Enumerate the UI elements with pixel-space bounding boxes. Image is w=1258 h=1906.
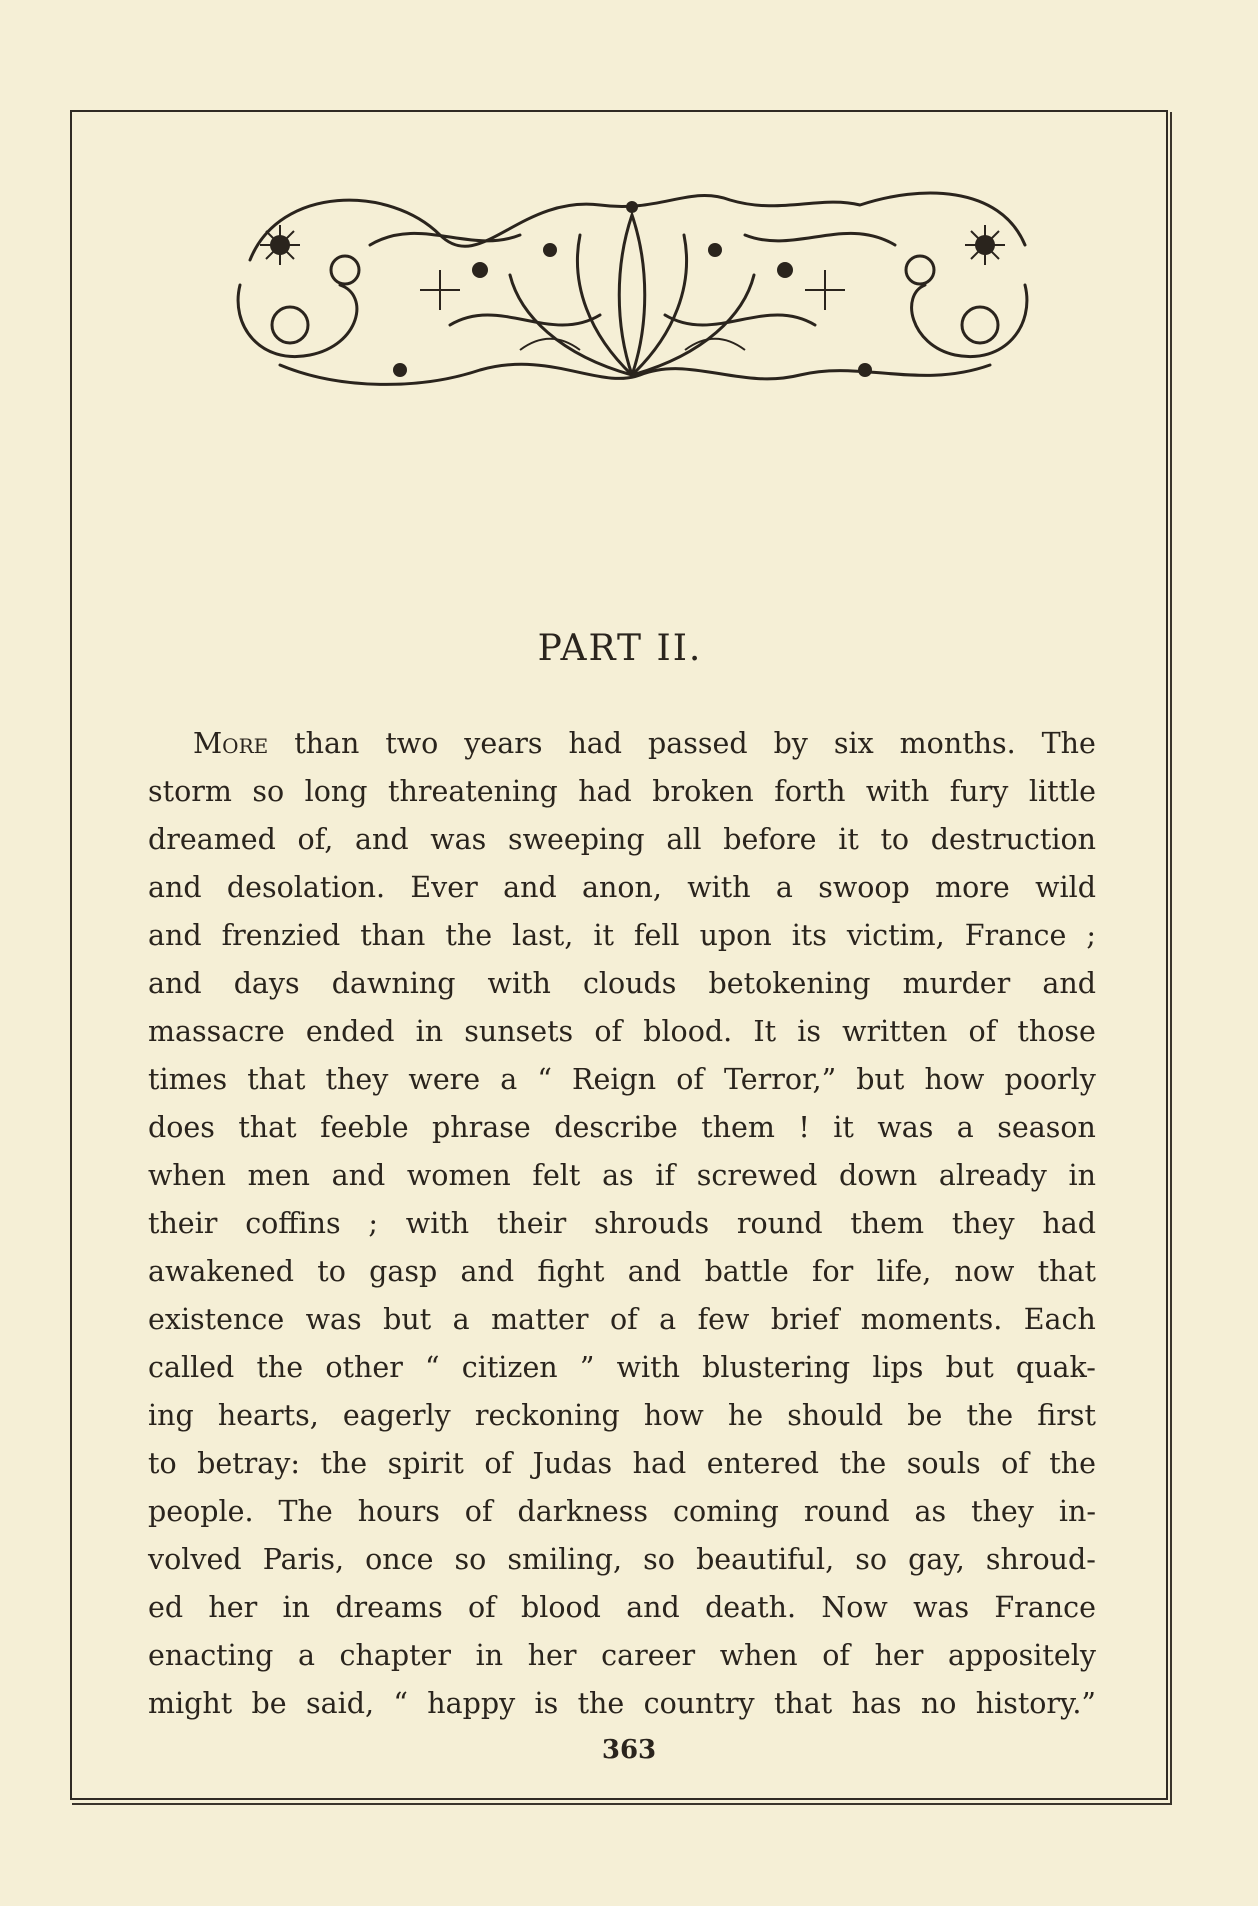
text-line: existence was but a matter of a few brief moments. Each	[148, 1303, 1096, 1336]
text-line: storm so long threatening had broken forth with fury little	[148, 775, 1096, 808]
text-line: and frenzied than the last, it fell upon its victim, France ;	[148, 919, 1096, 952]
page-border-right-edge	[1170, 112, 1172, 1805]
text-line: enacting a chapter in her career when of her appositely	[148, 1639, 1096, 1672]
text-line: ing hearts, eagerly reckoning how he should be the first	[148, 1399, 1096, 1432]
text-line: More than two years had passed by six months. The	[193, 727, 1096, 760]
text-line: massacre ended in sunsets of blood. It is written of those	[148, 1015, 1096, 1048]
text-line: awakened to gasp and fight and battle for life, now that	[148, 1255, 1096, 1288]
text-line: dreamed of, and was sweeping all before it to destruction	[148, 823, 1096, 856]
text-line: and desolation. Ever and anon, with a swoop more wild	[148, 871, 1096, 904]
text-line: might be said, “ happy is the country that has no history.”	[148, 1687, 1096, 1720]
text-line: times that they were a “ Reign of Terror,” but how poorly	[148, 1063, 1096, 1096]
floral-headpiece-ornament	[220, 175, 1045, 410]
text-line: called the other “ citizen ” with blustering lips but quak-	[148, 1351, 1096, 1384]
text-line: ed her in dreams of blood and death. Now was France	[148, 1591, 1096, 1624]
text-line: does that feeble phrase describe them ! it was a season	[148, 1111, 1096, 1144]
text-line: people. The hours of darkness coming round as they in-	[148, 1495, 1096, 1528]
text-line: when men and women felt as if screwed down already in	[148, 1159, 1096, 1192]
page-number: 363	[601, 1735, 657, 1765]
part-heading: PART II.	[537, 628, 703, 669]
text-line: and days dawning with clouds betokening murder and	[148, 967, 1096, 1000]
text-line: volved Paris, once so smiling, so beautiful, so gay, shroud-	[148, 1543, 1096, 1576]
page-border-bottom-edge	[72, 1803, 1170, 1805]
text-line: to betray: the spirit of Judas had entered the souls of the	[148, 1447, 1096, 1480]
body-paragraph	[148, 720, 1096, 1728]
text-line: their coffins ; with their shrouds round them they had	[148, 1207, 1096, 1240]
